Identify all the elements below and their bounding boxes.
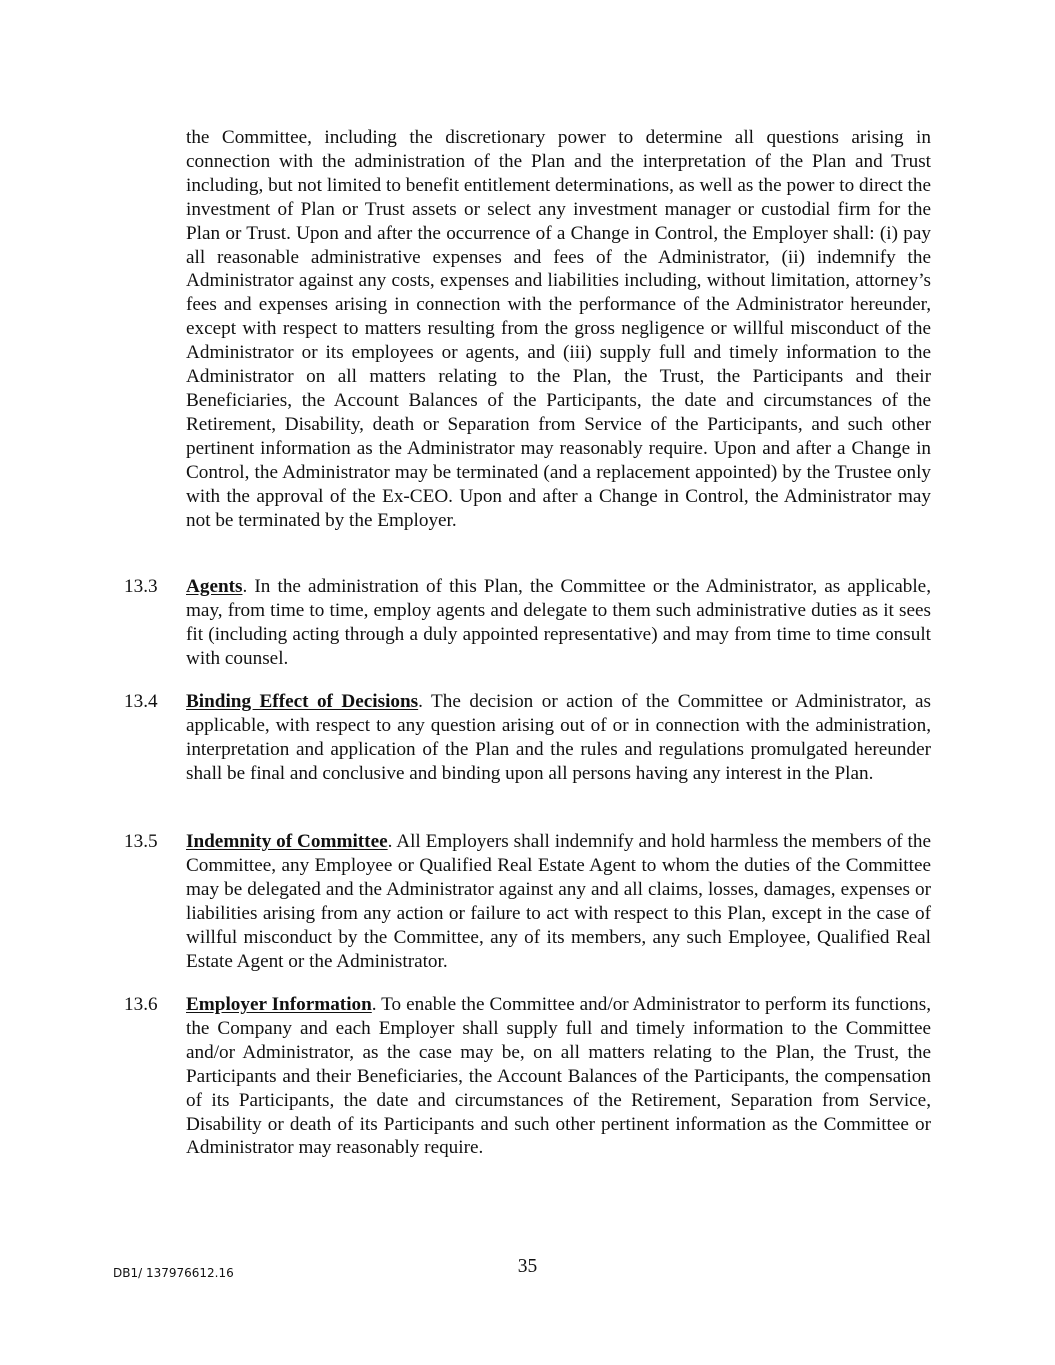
section-body [186,830,931,973]
section-13-6 [124,993,931,1160]
section-text: . All Employers shall indemnify and hold harmless the members of the Committee, any Employee or Qualified Real Estate Agent to whom the duties of the Committee may be delegated and the Administrator against any and all claims, losses, damages, expenses or liabilities arising from any action or failure to act with respect to this Plan, except in the case of willful misconduct by the Committee, any of its members, any such Employee, Qualified Real Estate Agent or the Administrator. [186,831,931,972]
section-body [186,575,931,671]
section-13-3 [124,575,931,671]
section-number: 13.3 [124,576,158,597]
section-number: 13.5 [124,831,158,852]
section-13-2-continuation-text: the Committee, including the discretionary power to determine all questions arising in connection with the administration of the Plan and the interpretation of the Plan and Trust including, but not limited to benefit entitlement determinations, as well as the power to direct the investment of Plan or Trust assets or select any investment manager or custodial firm for the Plan or Trust. Upon and after the occurrence of a Change in Control, the Employer shall: (i) pay all reasonable administrative expenses and fees of the Administrator, (ii) indemnify the Administrator against any costs, expenses and liabilities including, without limitation, attorney’s fees and expenses arising in connection with the performance of the Administrator hereunder, except with respect to matters resulting from the gross negligence or willful misconduct of the Administrator or its employees or agents, and (iii) supply full and timely information to the Administrator on all matters relating to the Plan, the Trust, the Participants and their Beneficiaries, the Account Balances of the Participants, the date and circumstances of the Retirement, Disability, death or Separation from Service of the Participants, and such other pertinent information as the Administrator may reasonably require. Upon and after a Change in Control, the Administrator may be terminated (and a replacement appointed) by the Trustee only with the approval of the Ex-CEO. Upon and after a Change in Control, the Administrator may not be terminated by the Employer. [186,127,931,531]
section-heading: Binding Effect of Decisions [186,691,419,712]
section-text: . To enable the Committee and/or Administrator to perform its functions, the Company and each Employer shall supply full and timely information to the Committee and/or Administrator, as the case may be, on all matters relating to the Plan, the Trust, the Participants and their Beneficiaries, the Account Balances of the Participants, the compensation of its Participants, the date and circumstances of the Retirement, Separation from Service, Disability or death of its Participants and such other pertinent information as the Committee or Administrator may reasonably require. [186,994,931,1159]
section-heading: Agents [186,576,243,597]
section-body [186,993,931,1160]
section-heading: Employer Information [186,994,372,1015]
section-13-4 [124,690,931,786]
section-heading: Indemnity of Committee [186,831,388,852]
section-number: 13.6 [124,994,158,1015]
section-text: . In the administration of this Plan, the Committee or the Administrator, as applicable, may, from time to time, employ agents and delegate to them such administrative duties as it sees fit (including acting through a duly appointed representative) and may from time to time consult with counsel. [186,576,931,669]
section-13-5 [124,830,931,973]
section-body [186,690,931,786]
page-number: 35 [517,1256,538,1277]
section-text: . The decision or action of the Committee or Administrator, as applicable, with respect to any question arising out of or in connection with the administration, interpretation and application of the Plan and the rules and regulations promulgated hereunder shall be final and conclusive and binding upon all persons having any interest in the Plan. [186,691,931,784]
section-number: 13.4 [124,691,158,712]
footer-document-id: DB1/ 137976612.16 [113,1266,234,1280]
